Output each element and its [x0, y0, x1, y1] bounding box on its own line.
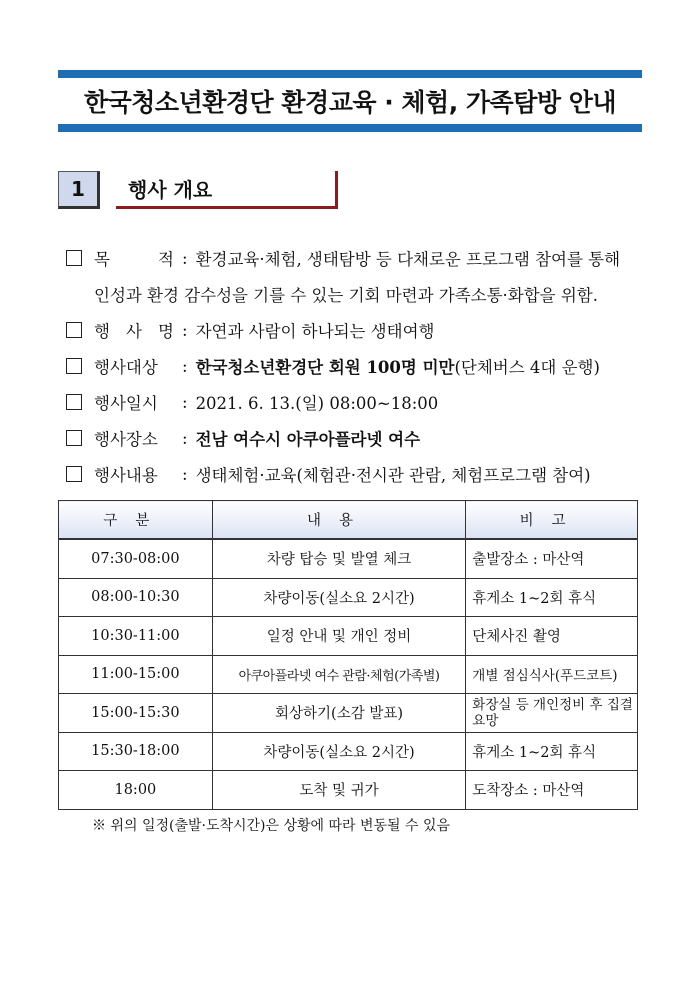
- table-row: [59, 578, 638, 617]
- info-label: 행 사 명: [94, 322, 174, 341]
- cell-content: 도착 및 귀가: [212, 771, 466, 810]
- info-content: 행사내용 : 생태체험·교육(체험관·전시관 관람, 체험프로그램 참여): [66, 456, 646, 492]
- table-row: [59, 732, 638, 771]
- cell-time: 08:00-10:30: [59, 578, 213, 617]
- table-row: [59, 539, 638, 578]
- info-target: 행사대상 : 한국청소년환경단 회원 100명 미만 (단체버스 4대 운행): [66, 348, 646, 384]
- cell-content: 차량이동(실소요 2시간): [212, 732, 466, 771]
- cell-content: 차량이동(실소요 2시간): [212, 578, 466, 617]
- info-value-cont: 인성과 환경 감수성을 기를 수 있는 기회 마련과 가족소통·화합을 위함.: [94, 286, 598, 305]
- cell-content: 일정 안내 및 개인 정비: [212, 617, 466, 656]
- cell-content: 차량 탑승 및 발열 체크: [212, 539, 466, 578]
- info-location: 행사장소 : 전남 여수시 아쿠아플라넷 여수: [66, 420, 646, 456]
- cell-remark: 도착장소 : 마산역: [466, 771, 638, 810]
- table-row: [59, 617, 638, 656]
- checkbox-icon: [66, 394, 82, 410]
- cell-remark: 출발장소 : 마산역: [466, 539, 638, 578]
- table-row: [59, 655, 638, 694]
- checkbox-icon: [66, 250, 82, 266]
- page-title: 한국청소년환경단 환경교육 · 체험, 가족탐방 안내: [83, 88, 616, 117]
- checkbox-icon: [66, 322, 82, 338]
- cell-time: 10:30-11:00: [59, 617, 213, 656]
- info-purpose-cont: [66, 276, 646, 312]
- title-top-rule: [58, 70, 642, 78]
- info-label: 행사일시: [94, 394, 158, 413]
- cell-time: 11:00-15:00: [59, 655, 213, 694]
- cell-content: 회상하기(소감 발표): [212, 694, 466, 733]
- checkbox-icon: [66, 466, 82, 482]
- info-value: 자연과 사람이 하나되는 생태여행: [195, 322, 435, 341]
- cell-content: 아쿠아플라넷 여수 관람·체험(가족별): [212, 655, 466, 694]
- title-bottom-rule: [58, 124, 642, 132]
- cell-remark: 개별 점심식사(푸드코트): [466, 655, 638, 694]
- cell-remark: 휴게소 1~2회 휴식: [466, 732, 638, 771]
- info-label: 행사내용: [94, 466, 158, 485]
- info-label: 행사대상: [94, 358, 158, 377]
- info-value: 생태체험·교육(체험관·전시관 관람, 체험프로그램 참여): [195, 466, 591, 485]
- table-header-row: [59, 501, 638, 540]
- header-category: 구분: [59, 501, 213, 540]
- info-value: 환경교육·체험, 생태탐방 등 다채로운 프로그램 참여를 통해: [195, 250, 621, 269]
- cell-time: 15:30-18:00: [59, 732, 213, 771]
- section-number: 1: [58, 171, 100, 209]
- checkbox-icon: [66, 430, 82, 446]
- cell-time: 18:00: [59, 771, 213, 810]
- table-row: [59, 771, 638, 810]
- info-event-name: 행 사 명 : 자연과 사람이 하나되는 생태여행: [66, 312, 646, 348]
- info-value-bold: 전남 여수시 아쿠아플라넷 여수: [195, 430, 421, 449]
- cell-remark: 휴게소 1~2회 휴식: [466, 578, 638, 617]
- header-content: 내용: [212, 501, 466, 540]
- cell-time: 15:00-15:30: [59, 694, 213, 733]
- info-value: 2021. 6. 13.(일) 08:00~18:00: [195, 394, 439, 413]
- table-row: [59, 694, 638, 733]
- info-value-bold: 한국청소년환경단 회원 100명 미만: [195, 358, 455, 377]
- header-remarks: 비고: [466, 501, 638, 540]
- footnote: ※ 위의 일정(출발·도착시간)은 상황에 따라 변동될 수 있음: [92, 818, 451, 834]
- title-banner: [58, 70, 642, 132]
- info-purpose: 목 적 : 환경교육·체험, 생태탐방 등 다채로운 프로그램 참여를 통해: [66, 240, 646, 276]
- cell-remark: 단체사진 촬영: [466, 617, 638, 656]
- info-value: (단체버스 4대 운행): [454, 358, 600, 377]
- info-label: 목 적: [94, 250, 174, 269]
- info-label: 행사장소: [94, 430, 158, 449]
- schedule-table: [58, 500, 638, 810]
- cell-time: 07:30-08:00: [59, 539, 213, 578]
- cell-remark: 화장실 등 개인정비 후 집결 요망: [466, 694, 638, 733]
- checkbox-icon: [66, 358, 82, 374]
- section-title: 행사 개요: [116, 171, 338, 209]
- event-overview: [66, 240, 646, 492]
- info-date: 행사일시 : 2021. 6. 13.(일) 08:00~18:00: [66, 384, 646, 420]
